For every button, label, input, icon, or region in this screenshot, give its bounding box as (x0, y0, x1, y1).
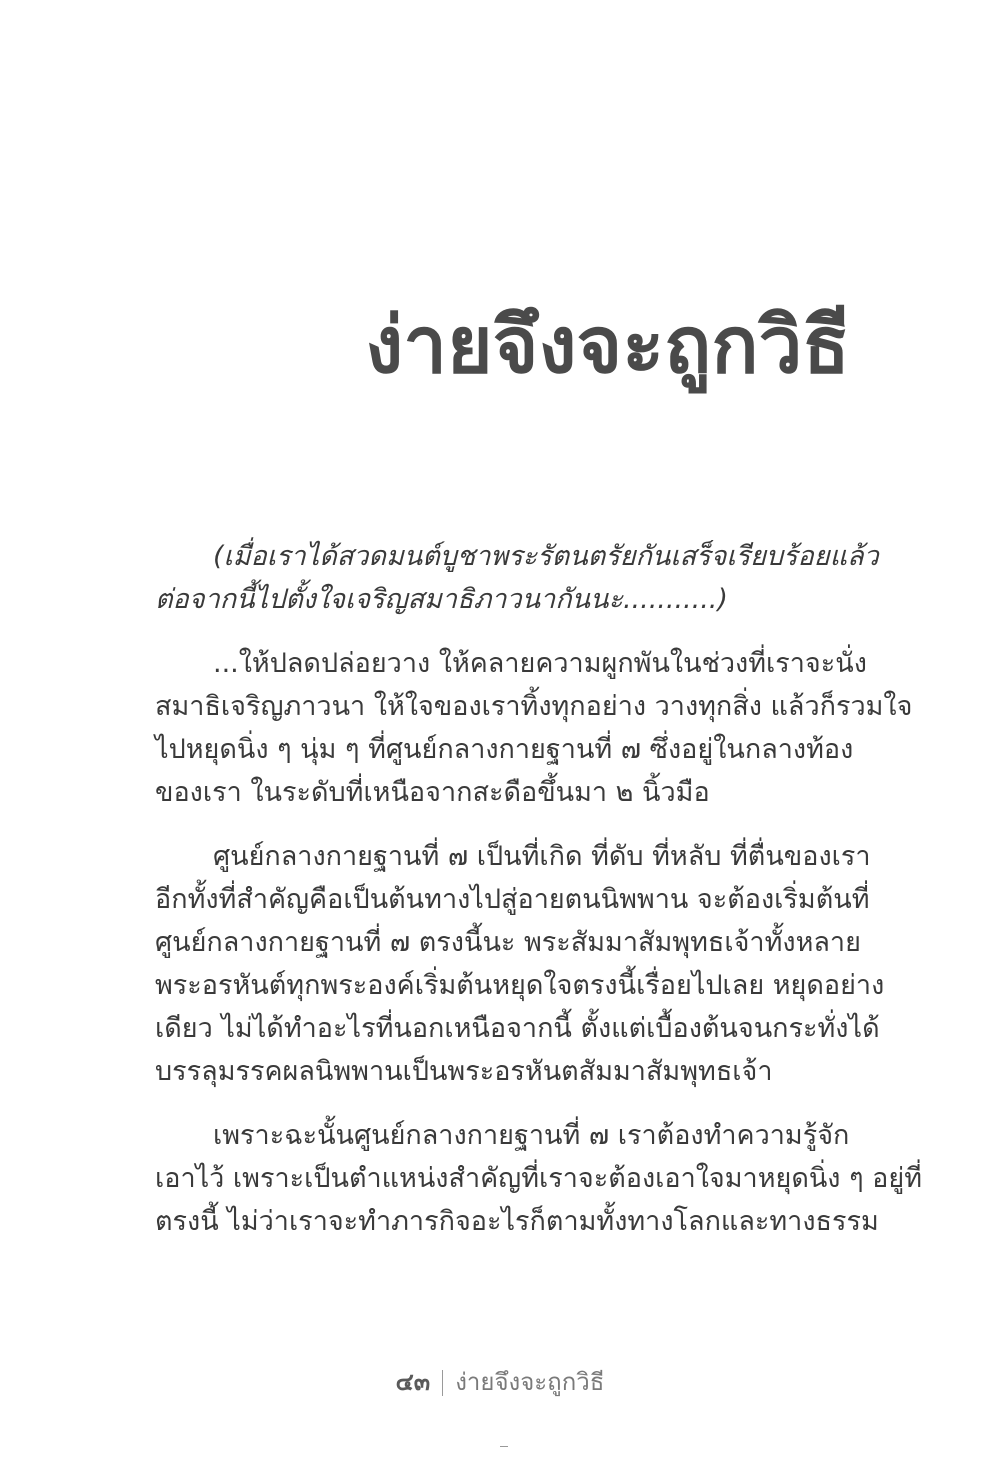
paragraph (155, 642, 913, 814)
text-line: เพราะฉะนั้นศูนย์กลางกายฐานที่ ๗ เราต้องทำความรู้จัก (213, 1120, 850, 1151)
text-line: ศูนย์กลางกายฐานที่ ๗ เป็นที่เกิด ที่ดับ ที่หลับ ที่ตื่นของเรา (213, 841, 871, 872)
text-line: บรรลุมรรคผลนิพพานเป็นพระอรหันตสัมมาสัมพุทธเจ้า (155, 1056, 773, 1087)
text-line: ของเรา ในระดับที่เหนือจากสะดือขึ้นมา ๒ นิ้วมือ (155, 777, 710, 808)
crop-mark (500, 1446, 508, 1451)
page-number: ๔๓ (395, 1368, 431, 1396)
text-line: ...ให้ปลดปล่อยวาง ให้คลายความผูกพันในช่วงที่เราจะนั่ง (213, 648, 867, 679)
intro-paragraph (155, 535, 879, 621)
text-line: พระอรหันต์ทุกพระองค์เริ่มต้นหยุดใจตรงนี้เรื่อยไปเลย หยุดอย่าง (155, 970, 885, 1001)
text-line: ไปหยุดนิ่ง ๆ นุ่ม ๆ ที่ศูนย์กลางกายฐานที่ ๗ ซึ่งอยู่ในกลางท้อง (155, 734, 854, 765)
text-line: สมาธิเจริญภาวนา ให้ใจของเราทิ้งทุกอย่าง วางทุกสิ่ง แล้วก็รวมใจ (155, 691, 913, 722)
running-title: ง่ายจึงจะถูกวิธี (455, 1368, 605, 1396)
paragraph (155, 1114, 922, 1243)
footer-divider (442, 1370, 443, 1396)
paragraph (155, 835, 885, 1093)
text-line: ตรงนี้ ไม่ว่าเราจะทำภารกิจอะไรก็ตามทั้งทางโลกและทางธรรม (155, 1206, 879, 1237)
text-line: เดียว ไม่ได้ทำอะไรที่นอกเหนือจากนี้ ตั้งแต่เบื้องต้นจนกระทั่งได้ (155, 1013, 880, 1044)
text-line: ศูนย์กลางกายฐานที่ ๗ ตรงนี้นะ พระสัมมาสัมพุทธเจ้าทั้งหลาย (155, 927, 861, 958)
text-line: (เมื่อเราได้สวดมนต์บูชาพระรัตนตรัยกันเสร็จเรียบร้อยแล้ว (213, 541, 879, 572)
page-title: ง่ายจึงจะถูกวิธี (365, 301, 850, 392)
text-line: เอาไว้ เพราะเป็นตำแหน่งสำคัญที่เราจะต้องเอาใจมาหยุดนิ่ง ๆ อยู่ที่ (155, 1163, 922, 1194)
page-footer (0, 1362, 1000, 1401)
text-line: ต่อจากนี้ไปตั้งใจเจริญสมาธิภาวนากันนะ...........) (155, 584, 728, 615)
body-text (155, 535, 922, 1264)
text-line: อีกทั้งที่สำคัญคือเป็นต้นทางไปสู่อายตนนิพพาน จะต้องเริ่มต้นที่ (155, 884, 870, 915)
